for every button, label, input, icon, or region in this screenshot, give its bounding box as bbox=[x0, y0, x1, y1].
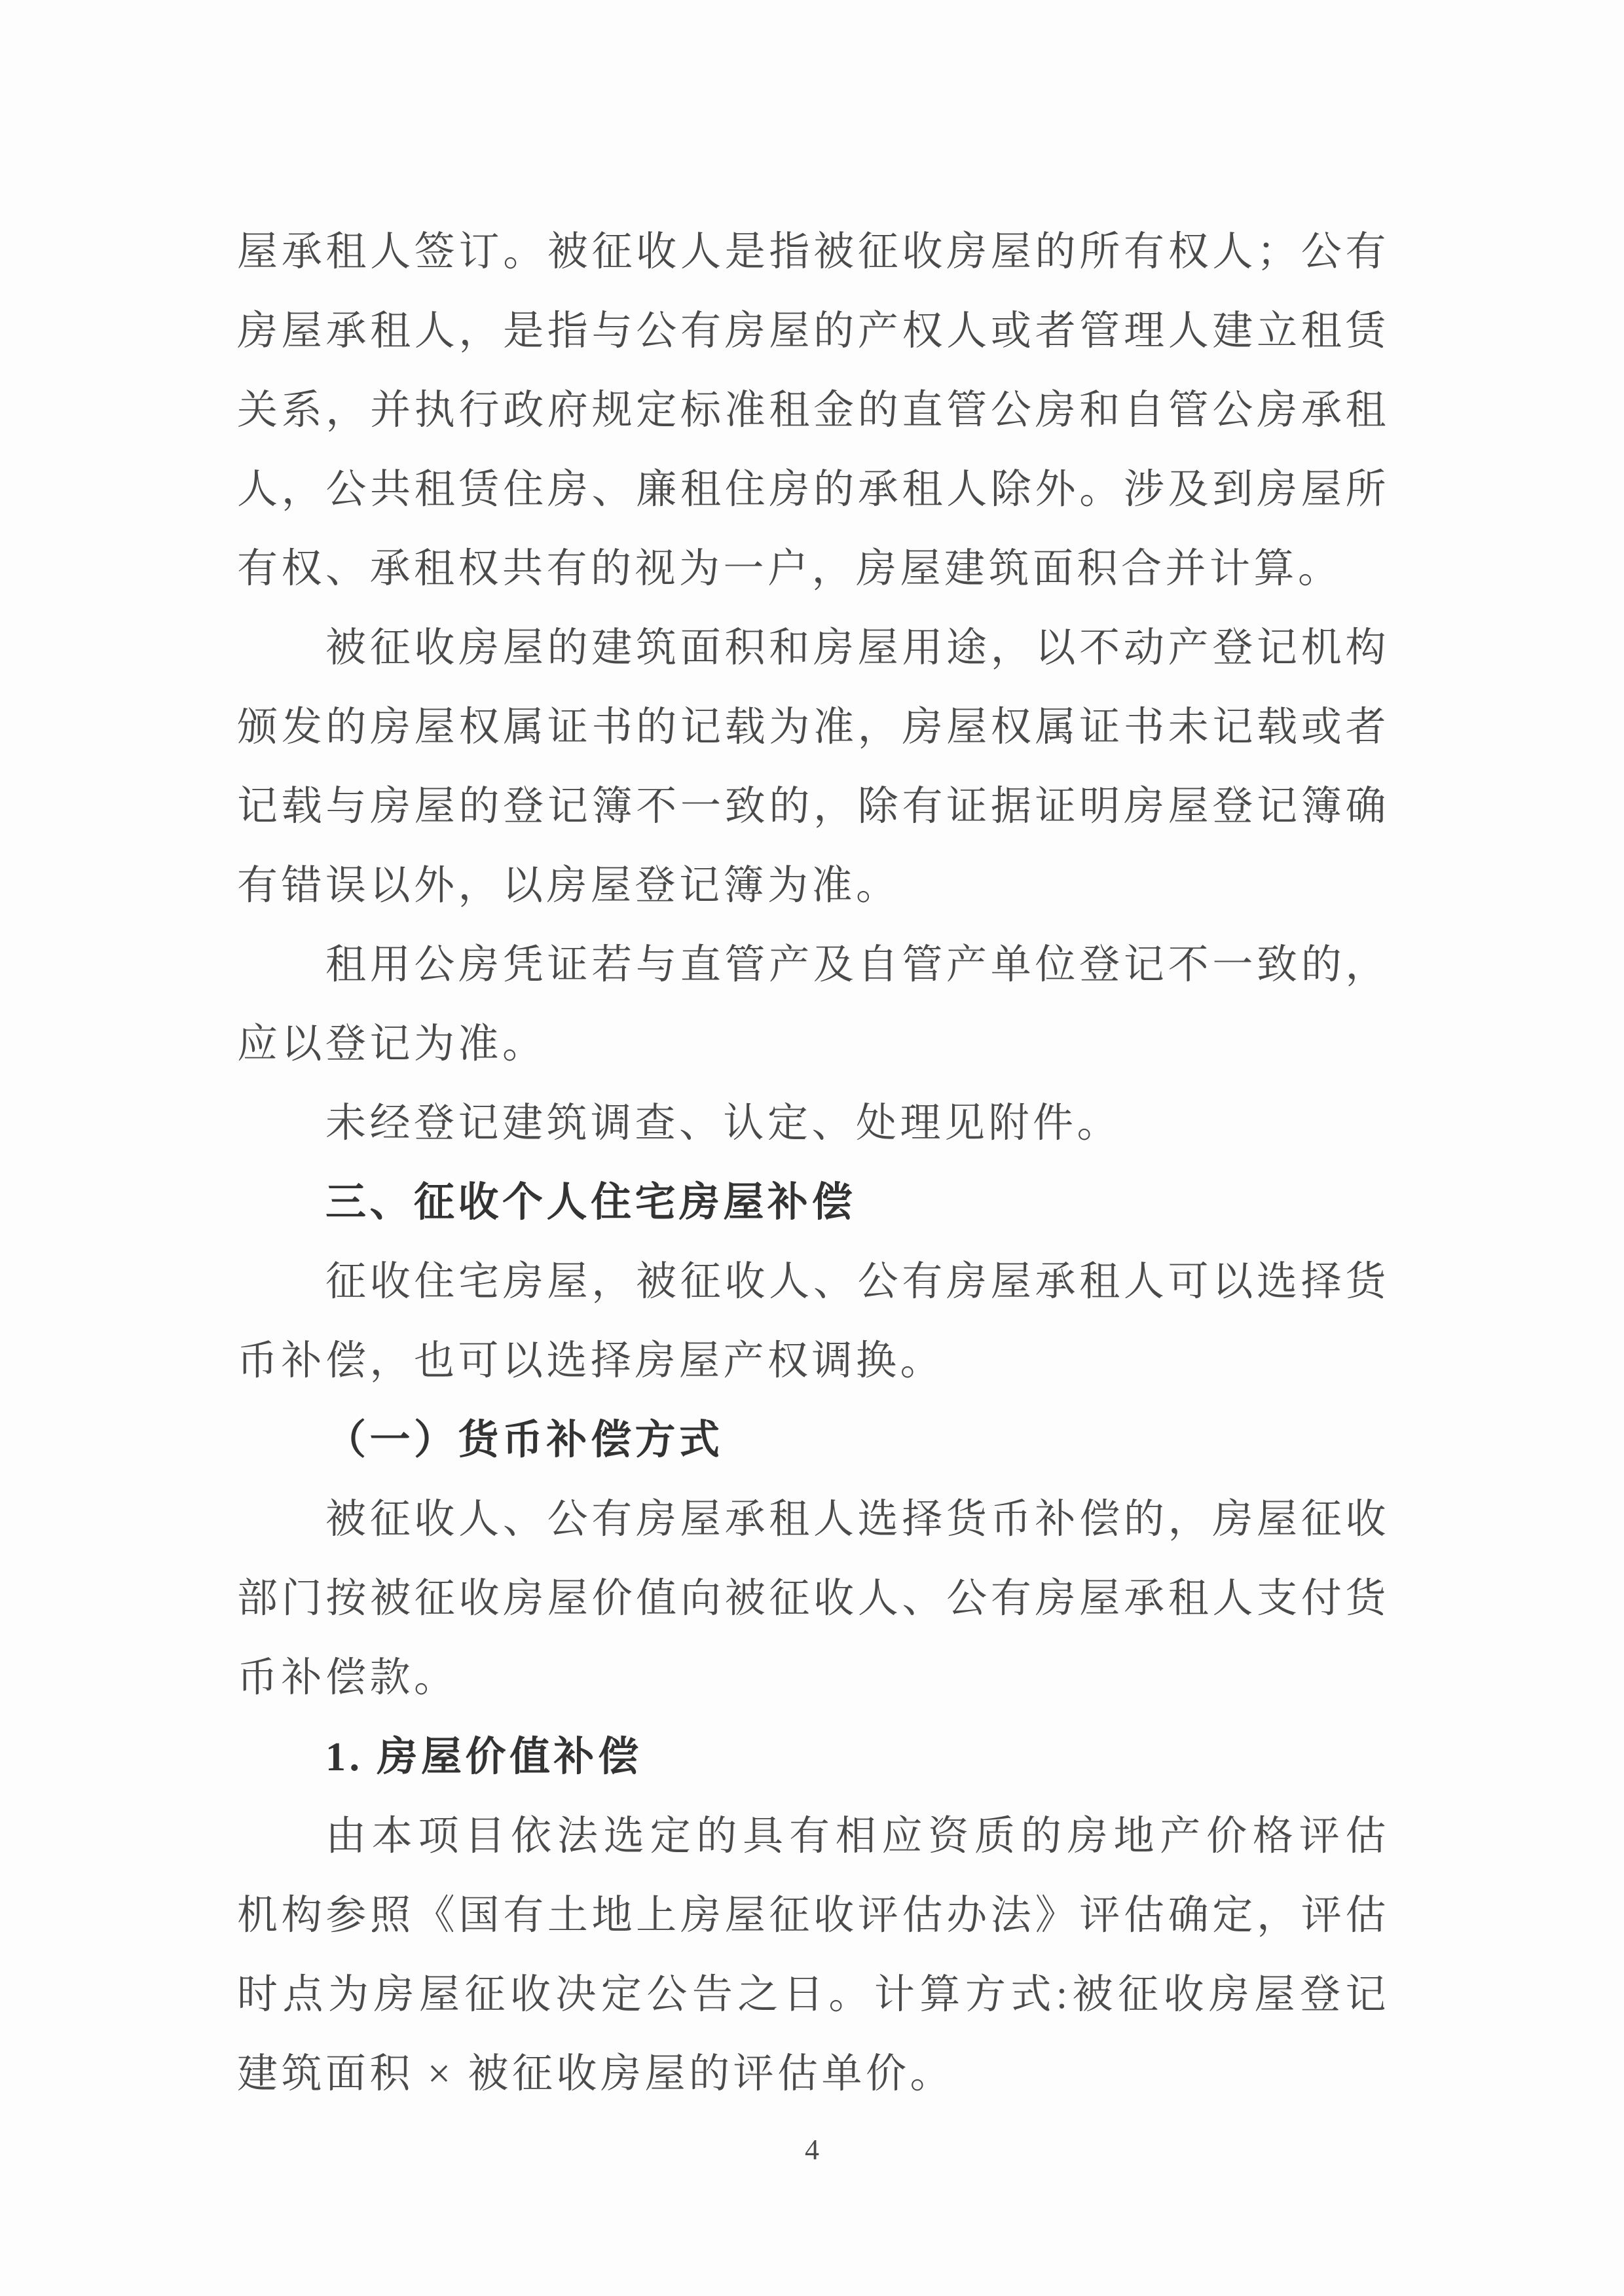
page-number: 4 bbox=[805, 2134, 819, 2166]
text-line: 被征收人、公有房屋承租人选择货币补偿的，房屋征收 bbox=[325, 1497, 1390, 1542]
text-line: 被征收房屋的建筑面积和房屋用途，以不动产登记机构 bbox=[325, 626, 1390, 670]
text-line: 未经登记建筑调查、认定、处理见附件。 bbox=[325, 1101, 1122, 1146]
text-line: 有权、承租权共有的视为一户，房屋建筑面积合并计算。 bbox=[237, 547, 1342, 591]
text-line: 有错误以外，以房屋登记簿为准。 bbox=[237, 864, 900, 908]
text-line: 由本项目依法选定的具有相应资质的房地产价格评估 bbox=[325, 1814, 1390, 1859]
text-line: 记载与房屋的登记簿不一致的，除有证据证明房屋登记簿确 bbox=[237, 784, 1390, 829]
text-line: 租用公房凭证若与直管产及自管产单位登记不一致的， bbox=[325, 943, 1390, 987]
text-line: 应以登记为准。 bbox=[237, 1022, 547, 1066]
text-line: 时点为房屋征收决定公告之日。计算方式:被征收房屋登记 bbox=[237, 1973, 1390, 2017]
text-line: 建筑面积 × 被征收房屋的评估单价。 bbox=[237, 2052, 954, 2096]
text-line: 关系，并执行政府规定标准租金的直管公房和自管公房承租 bbox=[237, 388, 1390, 433]
text-line: 颁发的房屋权属证书的记载为准，房屋权属证书未记载或者 bbox=[237, 705, 1390, 750]
text-line: 币补偿款。 bbox=[237, 1656, 458, 1700]
section-heading: （一）货币补偿方式 bbox=[325, 1418, 724, 1463]
section-heading: 1. 房屋价值补偿 bbox=[325, 1735, 642, 1779]
text-line: 人，公共租赁住房、廉租住房的承租人除外。涉及到房屋所 bbox=[237, 467, 1390, 512]
document-body bbox=[237, 213, 1390, 2114]
text-line: 币补偿，也可以选择房屋产权调换。 bbox=[237, 1339, 945, 1383]
text-line: 征收住宅房屋，被征收人、公有房屋承租人可以选择货 bbox=[325, 1260, 1390, 1304]
text-line: 屋承租人签订。被征收人是指被征收房屋的所有权人；公有 bbox=[237, 230, 1390, 274]
text-line: 房屋承租人，是指与公有房屋的产权人或者管理人建立租赁 bbox=[237, 309, 1390, 354]
section-heading: 三、征收个人住宅房屋补偿 bbox=[325, 1180, 857, 1225]
text-line: 部门按被征收房屋价值向被征收人、公有房屋承租人支付货 bbox=[237, 1576, 1390, 1621]
text-line: 机构参照《国有土地上房屋征收评估办法》评估确定，评估 bbox=[237, 1893, 1390, 1938]
